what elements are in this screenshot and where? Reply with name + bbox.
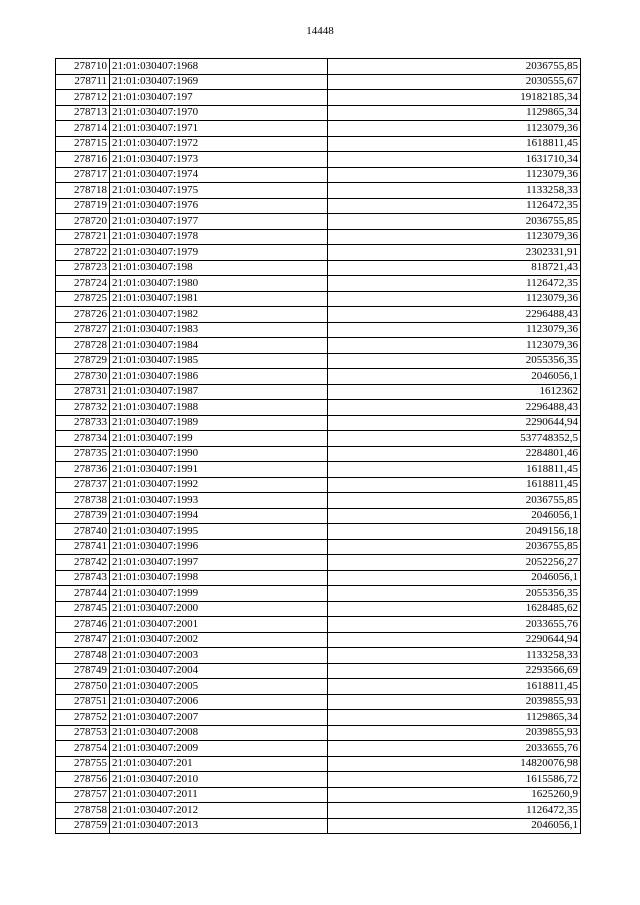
- cadastral-number-cell: 21:01:030407:1989: [110, 415, 328, 431]
- cadastral-number-cell: 21:01:030407:1994: [110, 508, 328, 524]
- cadastral-value-cell: 14820076,98: [328, 756, 581, 772]
- cadastral-number-cell: 21:01:030407:1972: [110, 136, 328, 152]
- row-number-cell: 278743: [56, 570, 110, 586]
- table-row: [56, 121, 581, 137]
- cadastral-value-cell: 2033655,76: [328, 741, 581, 757]
- table-row: [56, 400, 581, 416]
- table-row: [56, 787, 581, 803]
- row-number-cell: 278716: [56, 152, 110, 168]
- table-row: [56, 415, 581, 431]
- cadastral-value-cell: 1631710,34: [328, 152, 581, 168]
- table-row: [56, 694, 581, 710]
- cadastral-number-cell: 21:01:030407:1983: [110, 322, 328, 338]
- cadastral-number-cell: 21:01:030407:1981: [110, 291, 328, 307]
- table-row: [56, 772, 581, 788]
- cadastral-value-cell: 2290644,94: [328, 415, 581, 431]
- cadastral-number-cell: 21:01:030407:2007: [110, 710, 328, 726]
- row-number-cell: 278758: [56, 803, 110, 819]
- cadastral-value-table: [55, 58, 581, 834]
- table-row: [56, 152, 581, 168]
- table-row: [56, 183, 581, 199]
- cadastral-value-cell: 1618811,45: [328, 462, 581, 478]
- cadastral-number-cell: 21:01:030407:2005: [110, 679, 328, 695]
- cadastral-number-cell: 21:01:030407:1986: [110, 369, 328, 385]
- cadastral-value-cell: 1133258,33: [328, 648, 581, 664]
- table-row: [56, 632, 581, 648]
- row-number-cell: 278728: [56, 338, 110, 354]
- table-row: [56, 601, 581, 617]
- cadastral-value-cell: 1615586,72: [328, 772, 581, 788]
- table-row: [56, 245, 581, 261]
- row-number-cell: 278729: [56, 353, 110, 369]
- row-number-cell: 278757: [56, 787, 110, 803]
- cadastral-number-cell: 21:01:030407:2008: [110, 725, 328, 741]
- table-row: [56, 214, 581, 230]
- cadastral-number-cell: 21:01:030407:1980: [110, 276, 328, 292]
- cadastral-value-cell: 2030555,67: [328, 74, 581, 90]
- table-row: [56, 679, 581, 695]
- row-number-cell: 278721: [56, 229, 110, 245]
- cadastral-value-cell: 1123079,36: [328, 322, 581, 338]
- table-row: [56, 338, 581, 354]
- table-row: [56, 431, 581, 447]
- cadastral-number-cell: 21:01:030407:1977: [110, 214, 328, 230]
- cadastral-value-cell: 1129865,34: [328, 105, 581, 121]
- row-number-cell: 278717: [56, 167, 110, 183]
- table-row: [56, 260, 581, 276]
- cadastral-number-cell: 21:01:030407:1992: [110, 477, 328, 493]
- row-number-cell: 278756: [56, 772, 110, 788]
- table-row: [56, 710, 581, 726]
- row-number-cell: 278730: [56, 369, 110, 385]
- cadastral-value-cell: 1123079,36: [328, 338, 581, 354]
- cadastral-value-cell: 2046056,1: [328, 369, 581, 385]
- row-number-cell: 278714: [56, 121, 110, 137]
- cadastral-value-cell: 1123079,36: [328, 291, 581, 307]
- cadastral-number-cell: 21:01:030407:198: [110, 260, 328, 276]
- table-body: [56, 59, 581, 834]
- cadastral-value-cell: 1126472,35: [328, 198, 581, 214]
- cadastral-value-cell: 2052256,27: [328, 555, 581, 571]
- table-row: [56, 663, 581, 679]
- cadastral-number-cell: 21:01:030407:2012: [110, 803, 328, 819]
- cadastral-value-cell: 19182185,34: [328, 90, 581, 106]
- table-row: [56, 570, 581, 586]
- row-number-cell: 278722: [56, 245, 110, 261]
- cadastral-number-cell: 21:01:030407:1976: [110, 198, 328, 214]
- row-number-cell: 278727: [56, 322, 110, 338]
- row-number-cell: 278755: [56, 756, 110, 772]
- cadastral-value-cell: 2284801,46: [328, 446, 581, 462]
- cadastral-number-cell: 21:01:030407:1974: [110, 167, 328, 183]
- table-row: [56, 586, 581, 602]
- table-row: [56, 384, 581, 400]
- cadastral-number-cell: 21:01:030407:1990: [110, 446, 328, 462]
- row-number-cell: 278744: [56, 586, 110, 602]
- row-number-cell: 278739: [56, 508, 110, 524]
- cadastral-value-cell: 818721,43: [328, 260, 581, 276]
- cadastral-number-cell: 21:01:030407:2002: [110, 632, 328, 648]
- cadastral-number-cell: 21:01:030407:1984: [110, 338, 328, 354]
- cadastral-number-cell: 21:01:030407:1982: [110, 307, 328, 323]
- table-row: [56, 725, 581, 741]
- cadastral-value-cell: 2296488,43: [328, 307, 581, 323]
- row-number-cell: 278735: [56, 446, 110, 462]
- cadastral-number-cell: 21:01:030407:1970: [110, 105, 328, 121]
- cadastral-value-cell: 2033655,76: [328, 617, 581, 633]
- row-number-cell: 278715: [56, 136, 110, 152]
- cadastral-value-cell: 1133258,33: [328, 183, 581, 199]
- row-number-cell: 278752: [56, 710, 110, 726]
- cadastral-number-cell: 21:01:030407:2001: [110, 617, 328, 633]
- cadastral-value-cell: 2036755,85: [328, 214, 581, 230]
- table-row: [56, 136, 581, 152]
- row-number-cell: 278731: [56, 384, 110, 400]
- row-number-cell: 278719: [56, 198, 110, 214]
- table-row: [56, 508, 581, 524]
- table-row: [56, 276, 581, 292]
- cadastral-number-cell: 21:01:030407:1996: [110, 539, 328, 555]
- table-row: [56, 524, 581, 540]
- table-row: [56, 105, 581, 121]
- table-row: [56, 198, 581, 214]
- cadastral-value-cell: 1618811,45: [328, 477, 581, 493]
- cadastral-number-cell: 21:01:030407:1999: [110, 586, 328, 602]
- cadastral-value-cell: 1126472,35: [328, 803, 581, 819]
- table-row: [56, 353, 581, 369]
- cadastral-number-cell: 21:01:030407:2003: [110, 648, 328, 664]
- row-number-cell: 278733: [56, 415, 110, 431]
- row-number-cell: 278718: [56, 183, 110, 199]
- row-number-cell: 278711: [56, 74, 110, 90]
- table-row: [56, 74, 581, 90]
- table-row: [56, 803, 581, 819]
- cadastral-number-cell: 21:01:030407:1985: [110, 353, 328, 369]
- cadastral-value-cell: 2302331,91: [328, 245, 581, 261]
- cadastral-value-cell: 1123079,36: [328, 167, 581, 183]
- cadastral-value-cell: 1618811,45: [328, 679, 581, 695]
- cadastral-number-cell: 21:01:030407:1968: [110, 59, 328, 75]
- cadastral-value-cell: 2036755,85: [328, 539, 581, 555]
- row-number-cell: 278713: [56, 105, 110, 121]
- cadastral-number-cell: 21:01:030407:1979: [110, 245, 328, 261]
- cadastral-number-cell: 21:01:030407:2004: [110, 663, 328, 679]
- row-number-cell: 278745: [56, 601, 110, 617]
- cadastral-value-cell: 1126472,35: [328, 276, 581, 292]
- table-row: [56, 59, 581, 75]
- cadastral-number-cell: 21:01:030407:199: [110, 431, 328, 447]
- cadastral-value-cell: 2046056,1: [328, 818, 581, 834]
- cadastral-number-cell: 21:01:030407:201: [110, 756, 328, 772]
- cadastral-number-cell: 21:01:030407:2009: [110, 741, 328, 757]
- cadastral-value-cell: 2055356,35: [328, 586, 581, 602]
- row-number-cell: 278740: [56, 524, 110, 540]
- page-number: 14448: [306, 25, 334, 37]
- table-row: [56, 167, 581, 183]
- row-number-cell: 278720: [56, 214, 110, 230]
- cadastral-value-cell: 1618811,45: [328, 136, 581, 152]
- cadastral-number-cell: 21:01:030407:1971: [110, 121, 328, 137]
- table-row: [56, 291, 581, 307]
- row-number-cell: 278747: [56, 632, 110, 648]
- cadastral-value-cell: 2293566,69: [328, 663, 581, 679]
- row-number-cell: 278712: [56, 90, 110, 106]
- cadastral-number-cell: 21:01:030407:1995: [110, 524, 328, 540]
- table-row: [56, 477, 581, 493]
- cadastral-value-cell: 1123079,36: [328, 229, 581, 245]
- table-row: [56, 818, 581, 834]
- cadastral-number-cell: 21:01:030407:1988: [110, 400, 328, 416]
- table-row: [56, 555, 581, 571]
- cadastral-number-cell: 21:01:030407:2000: [110, 601, 328, 617]
- row-number-cell: 278723: [56, 260, 110, 276]
- cadastral-number-cell: 21:01:030407:1978: [110, 229, 328, 245]
- cadastral-value-cell: 2046056,1: [328, 508, 581, 524]
- table-row: [56, 493, 581, 509]
- cadastral-number-cell: 21:01:030407:2013: [110, 818, 328, 834]
- row-number-cell: 278742: [56, 555, 110, 571]
- cadastral-value-cell: 2039855,93: [328, 694, 581, 710]
- cadastral-number-cell: 21:01:030407:1975: [110, 183, 328, 199]
- table-row: [56, 322, 581, 338]
- table-row: [56, 741, 581, 757]
- cadastral-number-cell: 21:01:030407:1991: [110, 462, 328, 478]
- row-number-cell: 278750: [56, 679, 110, 695]
- cadastral-value-cell: 1129865,34: [328, 710, 581, 726]
- cadastral-value-cell: 2036755,85: [328, 59, 581, 75]
- cadastral-value-cell: 1612362: [328, 384, 581, 400]
- cadastral-value-cell: 1123079,36: [328, 121, 581, 137]
- row-number-cell: 278746: [56, 617, 110, 633]
- row-number-cell: 278759: [56, 818, 110, 834]
- row-number-cell: 278732: [56, 400, 110, 416]
- cadastral-number-cell: 21:01:030407:2006: [110, 694, 328, 710]
- cadastral-number-cell: 21:01:030407:2010: [110, 772, 328, 788]
- row-number-cell: 278736: [56, 462, 110, 478]
- table-row: [56, 756, 581, 772]
- table-row: [56, 446, 581, 462]
- row-number-cell: 278738: [56, 493, 110, 509]
- cadastral-number-cell: 21:01:030407:2011: [110, 787, 328, 803]
- row-number-cell: 278726: [56, 307, 110, 323]
- row-number-cell: 278749: [56, 663, 110, 679]
- row-number-cell: 278725: [56, 291, 110, 307]
- cadastral-value-cell: 2049156,18: [328, 524, 581, 540]
- cadastral-value-cell: 537748352,5: [328, 431, 581, 447]
- cadastral-value-cell: 2290644,94: [328, 632, 581, 648]
- cadastral-value-cell: 1628485,62: [328, 601, 581, 617]
- row-number-cell: 278724: [56, 276, 110, 292]
- table-row: [56, 369, 581, 385]
- cadastral-number-cell: 21:01:030407:1998: [110, 570, 328, 586]
- cadastral-value-cell: 2055356,35: [328, 353, 581, 369]
- cadastral-number-cell: 21:01:030407:1997: [110, 555, 328, 571]
- row-number-cell: 278741: [56, 539, 110, 555]
- cadastral-number-cell: 21:01:030407:1969: [110, 74, 328, 90]
- row-number-cell: 278754: [56, 741, 110, 757]
- row-number-cell: 278737: [56, 477, 110, 493]
- cadastral-number-cell: 21:01:030407:197: [110, 90, 328, 106]
- row-number-cell: 278734: [56, 431, 110, 447]
- cadastral-number-cell: 21:01:030407:1993: [110, 493, 328, 509]
- cadastral-value-cell: 2296488,43: [328, 400, 581, 416]
- table-row: [56, 307, 581, 323]
- table-row: [56, 90, 581, 106]
- table-row: [56, 229, 581, 245]
- table-row: [56, 462, 581, 478]
- cadastral-number-cell: 21:01:030407:1973: [110, 152, 328, 168]
- table-row: [56, 539, 581, 555]
- cadastral-number-cell: 21:01:030407:1987: [110, 384, 328, 400]
- table-row: [56, 648, 581, 664]
- table-row: [56, 617, 581, 633]
- row-number-cell: 278710: [56, 59, 110, 75]
- row-number-cell: 278751: [56, 694, 110, 710]
- cadastral-value-cell: 2039855,93: [328, 725, 581, 741]
- cadastral-value-cell: 2046056,1: [328, 570, 581, 586]
- cadastral-value-cell: 1625260,9: [328, 787, 581, 803]
- row-number-cell: 278748: [56, 648, 110, 664]
- row-number-cell: 278753: [56, 725, 110, 741]
- cadastral-value-cell: 2036755,85: [328, 493, 581, 509]
